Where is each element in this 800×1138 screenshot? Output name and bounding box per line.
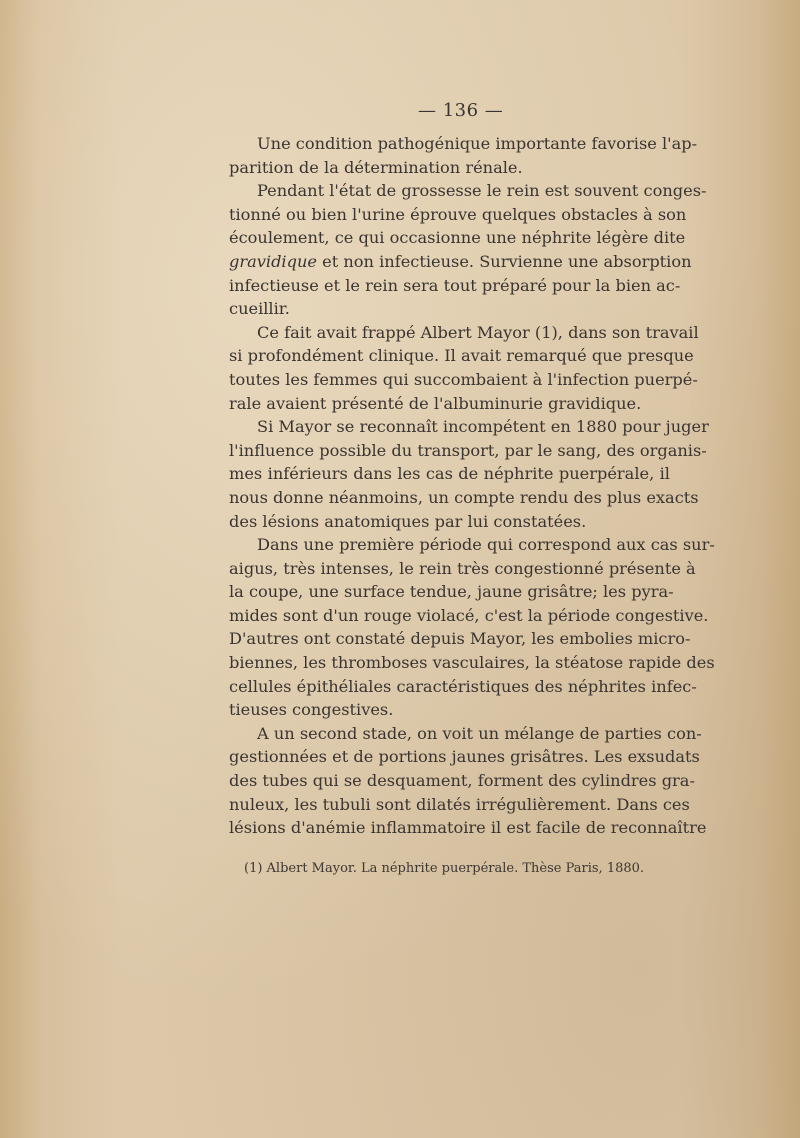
body-text <box>229 132 715 840</box>
text-line: D'autres ont constaté depuis Mayor, les embolies micro- <box>229 629 691 649</box>
text-line: des lésions anatomiques par lui constatées. <box>229 511 587 531</box>
text-line: aigus, très intenses, le rein très congestionné présente à <box>229 558 696 578</box>
text-line: infectieuse et le rein sera tout préparé pour la bien ac- <box>229 275 681 295</box>
paragraph <box>229 179 707 321</box>
text-line: nuleux, les tubuli sont dilatés irrégulièrement. Dans ces <box>229 794 690 814</box>
text-line: toutes les femmes qui succombaient à l'infection puerpé- <box>229 369 698 389</box>
paragraph <box>229 415 709 533</box>
text-line: mes inférieurs dans les cas de néphrite puerpérale, il <box>229 464 670 484</box>
page-number: — 136 — <box>418 100 504 121</box>
paragraph <box>229 132 698 179</box>
text-line: si profondément clinique. Il avait remarqué que presque <box>229 346 694 366</box>
text-line: rale avaient présenté de l'albuminurie gravidique. <box>229 393 642 413</box>
text-line: tieuses congestives. <box>229 700 394 720</box>
text-line: Pendant l'état de grossesse le rein est souvent conges- <box>257 181 707 201</box>
text-line: A un second stade, on voit un mélange de parties con- <box>257 723 702 743</box>
text-line: Une condition pathogénique importante favorise l'ap- <box>257 134 698 153</box>
paragraph <box>229 722 707 840</box>
text-line: Si Mayor se reconnaît incompétent en 1880 pour juger <box>257 417 709 437</box>
text-line: biennes, les thromboses vasculaires, la stéatose rapide des <box>229 653 715 673</box>
text-line: écoulement, ce qui occasionne une néphrite légère dite <box>229 228 686 248</box>
footnote: (1) Albert Mayor. La néphrite puerpérale. Thèse Paris, 1880. <box>244 861 645 876</box>
text-line: mides sont d'un rouge violacé, c'est la période congestive. <box>229 605 709 625</box>
text-line: cellules épithéliales caractéristiques des néphrites infec- <box>229 676 697 696</box>
text-line: Dans une première période qui correspond aux cas sur- <box>257 535 715 555</box>
text-line: tionné ou bien l'urine éprouve quelques obstacles à son <box>229 204 687 224</box>
text-line: la coupe, une surface tendue, jaune grisâtre; les pyra- <box>229 582 674 602</box>
text-line: nous donne néanmoins, un compte rendu des plus exacts <box>229 487 699 507</box>
text-line: lésions d'anémie inflammatoire il est facile de reconnaître <box>229 818 707 838</box>
text-line: gravidique et non infectieuse. Survienne une absorption <box>229 251 692 271</box>
italic-term: gravidique <box>229 251 317 271</box>
text-line: parition de la détermination rénale. <box>229 157 523 177</box>
text-line: Ce fait avait frappé Albert Mayor (1), dans son travail <box>257 322 699 342</box>
paragraph <box>229 533 715 722</box>
text-line: des tubes qui se desquament, forment des cylindres gra- <box>229 771 695 791</box>
text-line: l'influence possible du transport, par le sang, des organis- <box>229 440 707 460</box>
text-line: cueillir. <box>229 299 290 319</box>
text-line: gestionnées et de portions jaunes grisâtres. Les exsudats <box>229 747 700 767</box>
paragraph <box>229 321 699 415</box>
